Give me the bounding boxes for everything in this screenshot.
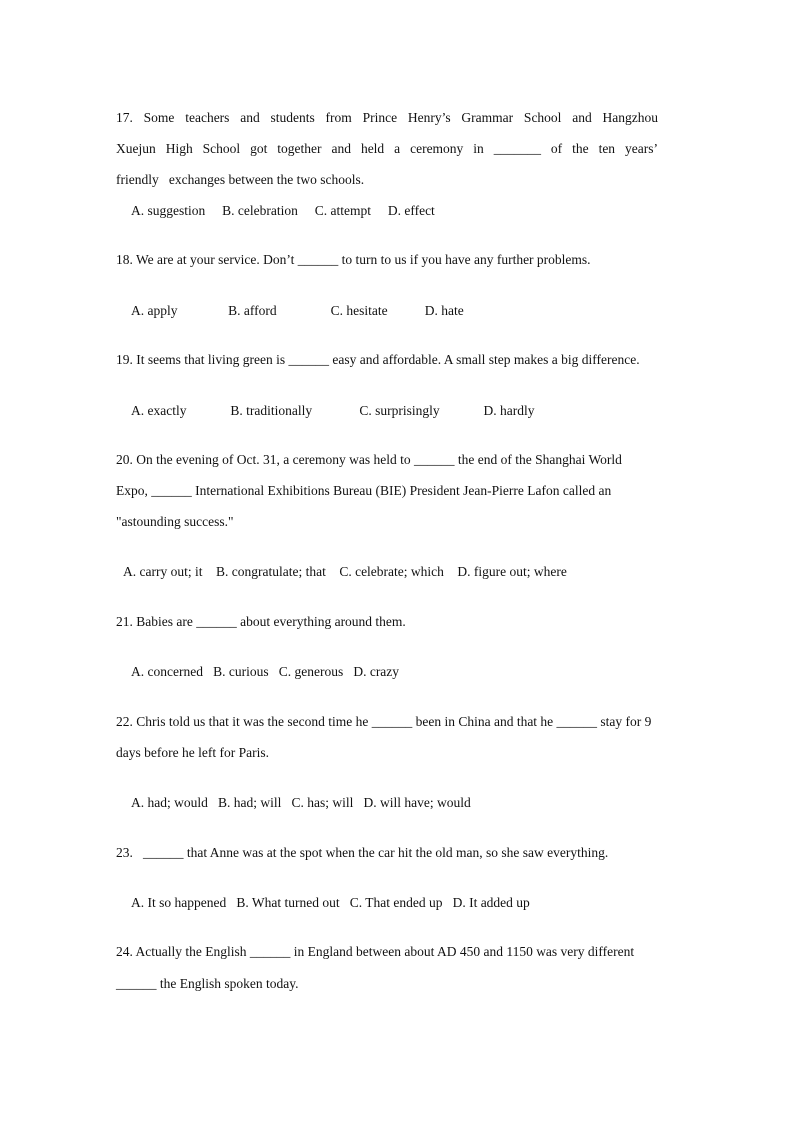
q18-options: A. apply B. afford C. hesitate D. hate [131,303,464,318]
q17-line-3: friendly exchanges between the two schools. [116,172,365,187]
q22-line-2: days before he left for Paris. [116,745,269,760]
q19-line-1: 19. It seems that living green is ______ easy and affordable. A small step makes a big difference. [116,352,640,367]
q19-options: A. exactly B. traditionally C. surprisingly D. hardly [131,403,535,418]
q22-line-1: 22. Chris told us that it was the second time he ______ been in China and that he ______ stay for 9 [116,714,652,729]
q24-line-2: ______ the English spoken today. [116,976,299,991]
q20-line-1: 20. On the evening of Oct. 31, a ceremony was held to ______ the end of the Shanghai World [116,452,622,467]
q20-line-2: Expo, ______ International Exhibitions Bureau (BIE) President Jean-Pierre Lafon called an [116,483,612,498]
q20-line-3: "astounding success." [116,514,234,529]
q17-line-1: 17. Some teachers and students from Prince Henry’s Grammar School and Hangzhou [116,110,658,125]
q21-options: A. concerned B. curious C. generous D. crazy [131,664,400,679]
q23-line-1: 23. ______ that Anne was at the spot when the car hit the old man, so she saw everything. [116,845,609,860]
q23-options: A. It so happened B. What turned out C. That ended up D. It added up [131,895,530,910]
q17-line-2: Xuejun High School got together and held a ceremony in _______ of the ten years’ [116,141,658,156]
q21-line-1: 21. Babies are ______ about everything around them. [116,614,406,629]
q24-line-1: 24. Actually the English ______ in England between about AD 450 and 1150 was very different [116,944,635,959]
q20-options: A. carry out; it B. congratulate; that C. celebrate; which D. figure out; where [123,564,567,579]
q18-line-1: 18. We are at your service. Don’t ______ to turn to us if you have any further problems. [116,252,591,267]
q17-options: A. suggestion B. celebration C. attempt D. effect [131,203,435,218]
q22-options: A. had; would B. had; will C. has; will D. will have; would [131,795,471,810]
